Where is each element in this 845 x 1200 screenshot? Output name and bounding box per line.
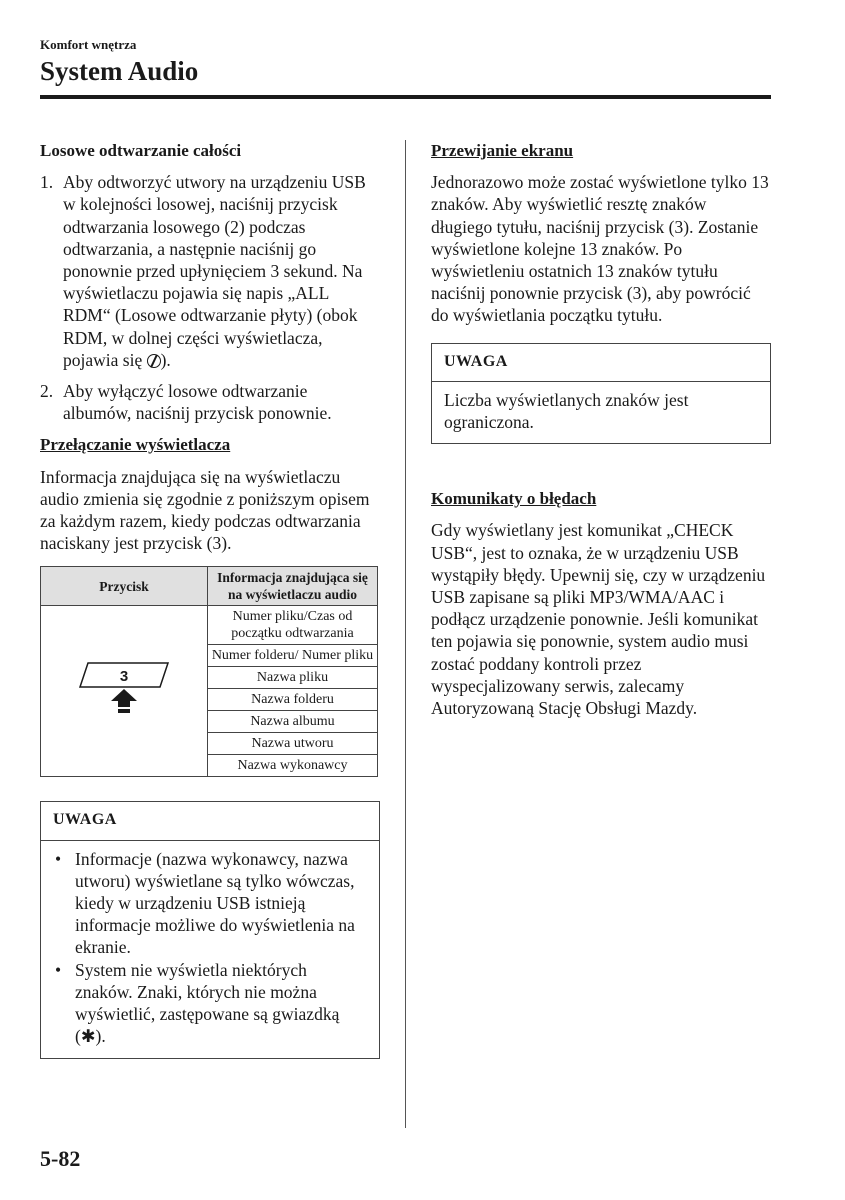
step-text-end: ). [160,349,171,370]
table-cell: Nazwa folderu [208,689,378,711]
note-bullets [53,848,367,1049]
asterisk-icon: ✱ [80,1027,96,1048]
step-number: 1. [40,172,54,193]
note-body: Liczba wyświetlanych znaków jest ograniczona. [444,389,689,433]
steps-list [40,171,380,424]
page-number: 5-82 [40,1146,81,1171]
step-item [40,380,380,424]
heading-display-switch: Przełączanie wyświetlacza [40,435,231,455]
note-body [41,841,379,1059]
random-disc-icon [147,354,161,368]
note-title: UWAGA [432,344,770,382]
page-title: System Audio [40,56,199,86]
step-number: 2. [40,381,54,402]
column-divider [405,140,406,1128]
step-text: Aby odtworzyć utwory na urządzeniu USB w kolejności losowej, naciśnij przycisk odtwarzania losowego (2) podczas odtwarzania, a następnie naciśnij go ponownie przed upłynięciem 3 sekund. Na wyświetlaczu pojawia się napis „ALL RDM“ (Losowe odtwarzanie płyty) (obok RDM, w dolnej części wyświetlacza, pojawia się [63,172,366,370]
table-cell: Nazwa utworu [208,733,378,755]
table-cell: Numer pliku/Czas od początku odtwarzania [208,606,378,645]
note-box-left [40,801,380,1059]
table-header-info: Informacja znajdująca się na wyświetlaczu audio [208,567,378,606]
title-rule [40,95,771,99]
note-title: UWAGA [41,802,379,840]
right-column [431,140,771,729]
table-row [41,606,378,645]
note-box-right [431,343,771,445]
table-cell: Nazwa wykonawcy [208,755,378,777]
step-text: Aby wyłączyć losowe odtwarzanie albumów, naciśnij przycisk ponownie. [63,381,332,424]
table-cell: Numer folderu/ Numer pliku [208,645,378,667]
button-3-icon [74,659,174,719]
button-illustration-cell [41,606,208,777]
button-3-label: 3 [119,667,129,685]
heading-error-messages: Komunikaty o błędach [431,489,597,509]
table-header-button: Przycisk [41,567,208,606]
display-switch-paragraph: Informacja znajdująca się na wyświetlaczu audio zmienia się zgodnie z poniższym opisem za każdym razem, kiedy podczas odtwarzania naciskany jest przycisk (3). [40,466,370,554]
table-cell: Nazwa albumu [208,711,378,733]
note-bullet-text: Informacje (nazwa wykonawcy, nazwa utworu) wyświetlane są tylko wówczas, kiedy w urządzeniu USB istnieją informacje możliwe do wyświetlenia na ekranie. [75,848,355,958]
heading-random-playback: Losowe odtwarzanie całości [40,141,242,160]
display-info-table [40,566,378,777]
screen-scroll-paragraph: Jednorazowo może zostać wyświetlone tylko 13 znaków. Aby wyświetlić resztę znaków długiego tytułu, naciśnij przycisk (3). Zostanie wyświetlone kolejne 13 znaków. Po wyświetleniu ostatnich 13 znaków tytułu naciśnij ponownie przycisk (3), aby powrócić do wyświetlania początku tytułu. [431,172,769,326]
section-label: Komfort wnętrza [40,37,137,52]
error-messages-paragraph: Gdy wyświetlany jest komunikat „CHECK USB“, jest to oznaka, że w urządzeniu USB wystąpiły błędy. Upewnij się, czy w urządzeniu USB zapisane są pliki MP3/WMA/AAC i podłącz urządzenie ponownie. Jeśli komunikat ten pojawia się ponownie, system audio musi zostać poddany kontroli przez wyspecjalizowany serwis, zalecamy Autoryzowaną Stację Obsługi Mazdy. [431,520,766,719]
note-bullet-text-end: ). [95,1026,106,1047]
note-bullet [53,848,367,959]
table-cell: Nazwa pliku [208,667,378,689]
note-bullet [53,959,367,1049]
step-item [40,171,380,371]
left-column [40,140,380,1059]
note-bullet-text: System nie wyświetla niektórych znaków. Znaki, których nie można wyświetlić, zastępowane są gwiazdką ( [75,959,340,1047]
table-header-row [41,567,378,606]
heading-screen-scroll: Przewijanie ekranu [431,141,574,160]
